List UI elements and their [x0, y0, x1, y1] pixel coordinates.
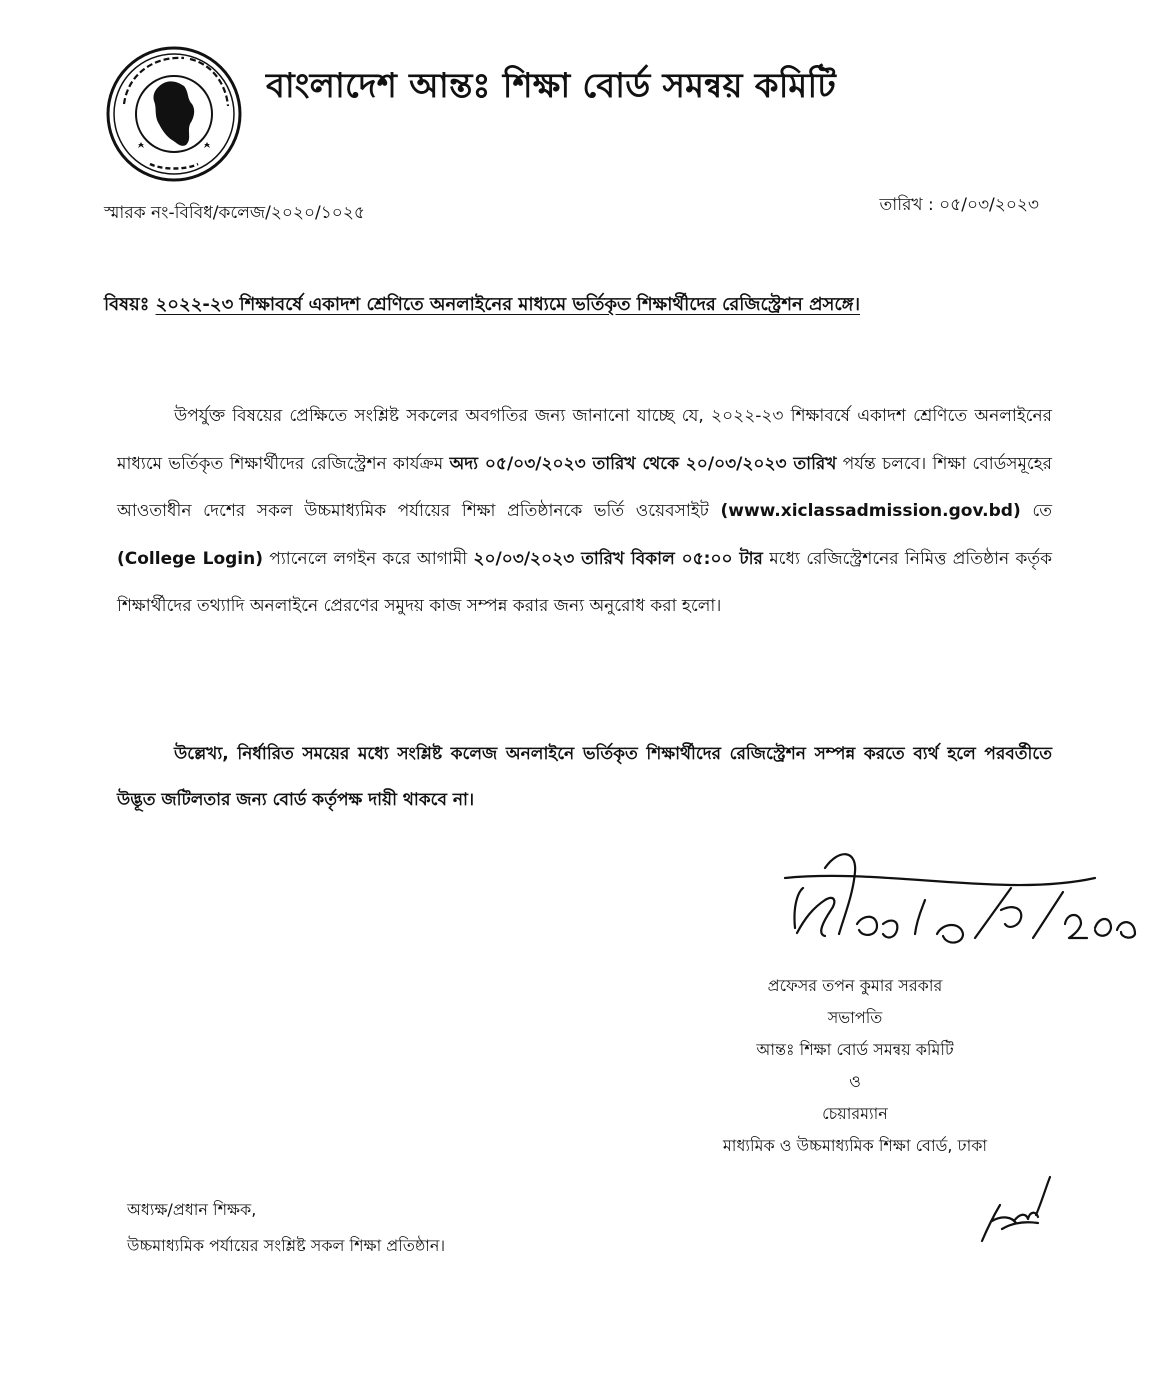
signatory-board: মাধ্যমিক ও উচ্চমাধ্যমিক শিক্ষা বোর্ড, ঢাকা: [722, 1136, 988, 1155]
para1-text-2: পর্যন্ত চলবে। শিক্ষা বোর্ডসমূহের আওতাধীন দেশের সকল উচ্চমাধ্যমিক পর্যায়ের শিক্ষা প্রতিষ্ঠানকে ভর্তি ওয়েবসাইট: [117, 453, 1052, 521]
subject-text: ২০২২-২৩ শিক্ষাবর্ষে একাদশ শ্রেণিতে অনলাইনের মাধ্যমে ভর্তিকৃত শিক্ষার্থীদের রেজিস্ট্রেশন প্রসঙ্গে।: [155, 294, 861, 315]
memo-number: স্মারক নং-বিবিধ/কলেজ/২০২০/১০২৫: [104, 203, 365, 223]
recipient-line-1: অধ্যক্ষ/প্রধান শিক্ষক,: [127, 1200, 257, 1219]
college-login-panel: (College Login): [117, 548, 263, 569]
handwritten-signature-icon: [765, 838, 1145, 988]
subject-label: বিষয়ঃ: [104, 294, 150, 315]
organization-title: বাংলাদেশ আন্তঃ শিক্ষা বোর্ড সমন্বয় কমিটি: [266, 66, 836, 106]
subject-line: [104, 284, 1049, 326]
government-seal-icon: [104, 44, 244, 184]
body-paragraph-2: উল্লেখ্য, নির্ধারিত সময়ের মধ্যে সংশ্লিষ্ট কলেজ অনলাইনে ভর্তিকৃত শিক্ষার্থীদের রেজিস্ট্রেশন সম্পন্ন করতে ব্যর্থ হলে পরবর্তীতে উদ্ভূত জটিলতার জন্য বোর্ড কর্তৃপক্ষ দায়ী থাকবে না।: [117, 744, 1052, 810]
para1-text-5: মধ্যে রেজিস্ট্রেশনের নিমিত্ত প্রতিষ্ঠান কর্তৃক শিক্ষার্থীদের তথ্যাদি অনলাইনে প্রেরণের সমুদয় কাজ সম্পন্ন করার জন্য অনুরোধ করা হলো।: [117, 548, 1052, 616]
website-url: (www.xiclassadmission.gov.bd): [720, 501, 1021, 521]
issue-date: তারিখ : ০৫/০৩/২০২৩: [879, 195, 1039, 215]
body-paragraph-1: [117, 393, 1052, 631]
para1-text-4: প্যানেলে লগইন করে আগামী: [263, 548, 474, 569]
signatory-name: প্রফেসর তপন কুমার সরকার: [767, 976, 943, 995]
signatory-role: চেয়ারম্যান: [822, 1104, 888, 1123]
initial-scrawl-icon: [972, 1165, 1062, 1255]
recipient-line-2: উচ্চমাধ্যমিক পর্যায়ের সংশ্লিষ্ট সকল শিক্ষা প্রতিষ্ঠান।: [127, 1236, 446, 1255]
recipients-block: [127, 1192, 445, 1264]
para1-bold-dates: অদ্য ০৫/০৩/২০২৩ তারিখ থেকে ২০/০৩/২০২৩ তারিখ: [449, 453, 837, 474]
para1-text-3: তে: [1020, 501, 1052, 521]
signatory-designation: সভাপতি: [827, 1008, 883, 1027]
signatory-committee: আন্তঃ শিক্ষা বোর্ড সমন্বয় কমিটি: [756, 1040, 954, 1059]
signatory-block: [660, 970, 1050, 1162]
signatory-conjunction: ও: [849, 1072, 861, 1091]
para1-text-1: উপর্যুক্ত বিষয়ের প্রেক্ষিতে সংশ্লিষ্ট সকলের অবগতির জন্য জানানো যাচ্ছে যে, ২০২২-২৩ শিক্ষাবর্ষে একাদশ শ্রেণিতে অনলাইনের মাধ্যমে ভর্তিকৃত শিক্ষার্থীদের রেজিস্ট্রেশন কার্যক্রম: [117, 406, 1052, 474]
deadline: ২০/০৩/২০২৩ তারিখ বিকাল ০৫:০০ টার: [473, 548, 763, 569]
